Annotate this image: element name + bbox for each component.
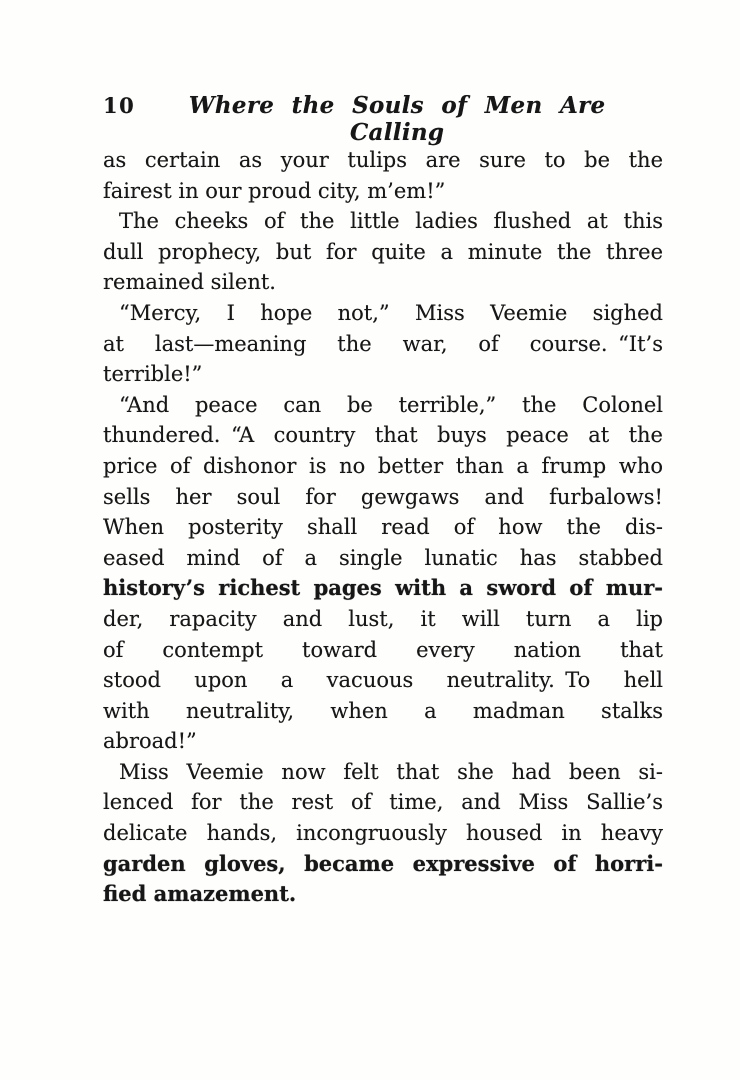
paragraph bbox=[103, 145, 663, 206]
text-line: with neutrality, when a madman stalks bbox=[103, 698, 663, 723]
page-number: 10 bbox=[103, 93, 136, 118]
text-line: stood upon a vacuous neutrality. To hell bbox=[103, 668, 663, 693]
text-line: at last—meaning the war, of course. “It’s bbox=[103, 331, 663, 356]
paragraph bbox=[103, 390, 663, 757]
paragraph bbox=[103, 757, 663, 910]
text-line: “Mercy, I hope not,” Miss Veemie sighed bbox=[119, 300, 663, 325]
text-line: The cheeks of the little ladies flushed at this bbox=[119, 209, 663, 234]
running-header bbox=[103, 92, 663, 146]
text-line: delicate hands, incongruously housed in heavy bbox=[103, 821, 663, 846]
text-line: as certain as your tulips are sure to be the bbox=[103, 148, 663, 172]
text-line: of contempt toward every nation that bbox=[103, 637, 663, 662]
text-line: garden gloves, became expressive of horri- bbox=[103, 850, 663, 876]
paragraph bbox=[103, 298, 663, 390]
text-line: price of dishonor is no better than a frump who bbox=[103, 453, 663, 478]
text-line: abroad!” bbox=[103, 729, 197, 754]
text-line: “And peace can be terrible,” the Colonel bbox=[119, 392, 663, 417]
running-title: Where the Souls of Men Are Calling bbox=[188, 92, 606, 146]
body-text bbox=[103, 145, 663, 910]
text-line: der, rapacity and lust, it will turn a lip bbox=[103, 606, 663, 631]
text-line: thundered. “A country that buys peace at the bbox=[103, 423, 663, 448]
text-line: history’s richest pages with a sword of mur- bbox=[103, 575, 663, 601]
text-line: dull prophecy, but for quite a minute the three bbox=[103, 239, 663, 264]
text-line: When posterity shall read of how the dis- bbox=[103, 515, 663, 540]
text-line: Miss Veemie now felt that she had been si- bbox=[119, 759, 663, 784]
text-line: sells her soul for gewgaws and furbalows! bbox=[103, 484, 663, 509]
text-line: lenced for the rest of time, and Miss Sallie’s bbox=[103, 790, 663, 815]
text-line: fied amazement. bbox=[103, 881, 297, 907]
text-line: terrible!” bbox=[103, 362, 203, 387]
text-line: fairest in our proud city, m’em!” bbox=[103, 178, 446, 203]
paragraph bbox=[103, 206, 663, 298]
text-line: remained silent. bbox=[103, 270, 276, 295]
text-line: eased mind of a single lunatic has stabbed bbox=[103, 545, 663, 570]
